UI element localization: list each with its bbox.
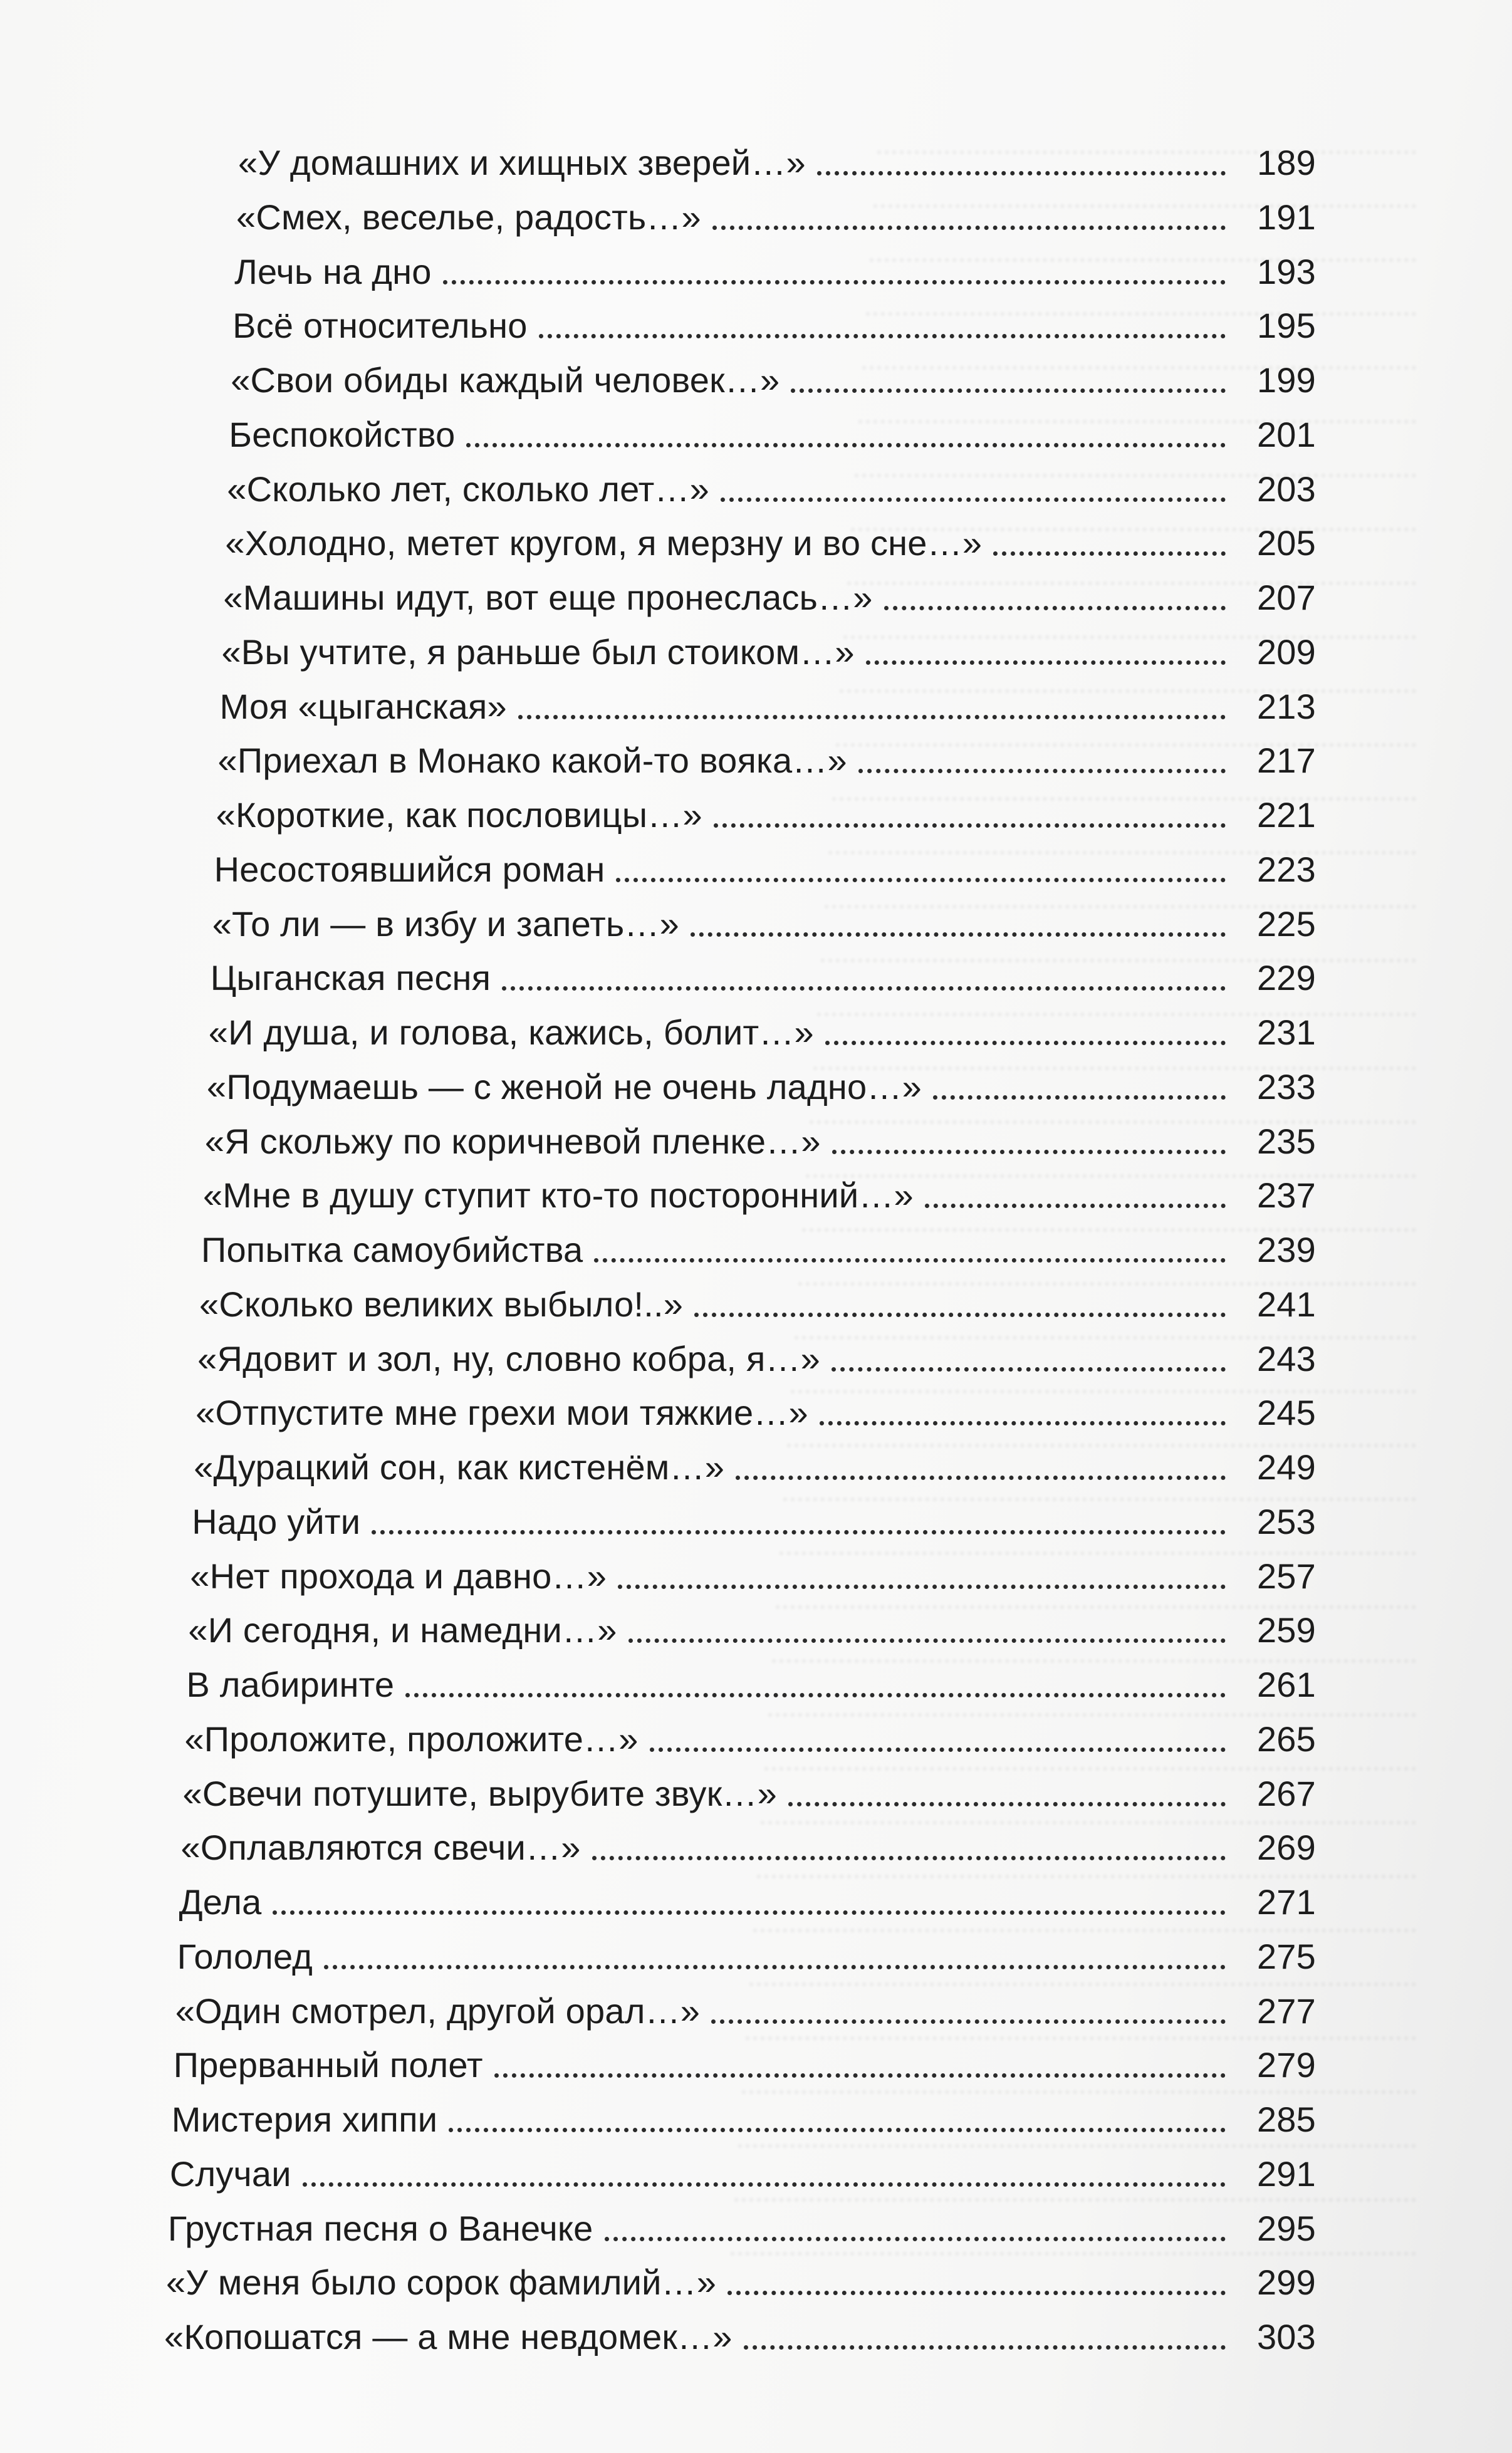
toc-entry <box>212 892 1316 944</box>
toc-entry-title: В лабиринте <box>186 1665 395 1704</box>
toc-entry-page-number: 299 <box>1256 2263 1316 2303</box>
toc-entry-page-number: 221 <box>1256 795 1316 835</box>
toc-entry <box>192 1489 1316 1542</box>
toc-entry-title: Беспокойство <box>229 414 456 454</box>
toc-entry-page-number: 285 <box>1256 2100 1316 2139</box>
toc-entry-title: Случаи <box>169 2154 291 2194</box>
toc-entry-title: «Холодно, метет кругом, я мерзну и во сне…» <box>225 523 983 563</box>
dot-leader <box>714 823 1226 828</box>
toc-entry-title: Прерванный полет <box>173 2045 483 2085</box>
toc-entry <box>221 620 1316 672</box>
toc-entry <box>216 783 1316 835</box>
dot-leader <box>616 877 1226 882</box>
toc-entry <box>183 1761 1316 1814</box>
toc-entry-title: «И сегодня, и намедни…» <box>188 1610 617 1650</box>
dot-leader <box>817 170 1226 175</box>
dot-leader <box>650 1747 1226 1752</box>
toc-entry-page-number: 269 <box>1256 1828 1316 1868</box>
toc-entry <box>172 2087 1316 2140</box>
toc-entry <box>166 2250 1316 2303</box>
toc-entry-title: «Мне в душу ступит кто-то посторонний…» <box>202 1175 914 1216</box>
toc-entry <box>238 130 1316 183</box>
dot-leader <box>712 225 1226 230</box>
dot-leader <box>744 2345 1226 2350</box>
toc-entry <box>175 1979 1316 2031</box>
toc-entry <box>199 1272 1316 1325</box>
dot-leader <box>933 1095 1226 1100</box>
toc-entry-page-number: 291 <box>1256 2154 1316 2194</box>
toc-entry <box>209 1000 1316 1053</box>
toc-entry-title: «То ли — в избу и запеть…» <box>212 904 679 944</box>
toc-entry <box>201 1217 1316 1270</box>
toc-entry-title: Гололед <box>177 1936 313 1976</box>
toc-entry-page-number: 279 <box>1256 2045 1316 2085</box>
dot-leader <box>592 1855 1226 1860</box>
dot-leader <box>372 1529 1226 1534</box>
toc-entry-page-number: 201 <box>1256 414 1316 454</box>
dot-leader <box>711 2019 1226 2024</box>
toc-entry-page-number: 189 <box>1256 143 1316 182</box>
dot-leader <box>736 1475 1226 1480</box>
toc-entry <box>211 945 1316 998</box>
toc-entry-page-number: 249 <box>1256 1447 1316 1487</box>
dot-leader <box>832 1367 1226 1372</box>
dot-leader <box>303 2182 1226 2187</box>
dot-leader <box>466 442 1226 447</box>
dot-leader <box>694 1312 1226 1317</box>
toc-entry <box>234 239 1316 292</box>
toc-entry <box>188 1598 1316 1650</box>
toc-entry-page-number: 261 <box>1256 1665 1316 1704</box>
toc-entry-title: «Отпустите мне грехи мои тяжкие…» <box>196 1393 808 1433</box>
toc-entry-title: Мистерия хиппи <box>171 2100 438 2139</box>
dot-leader <box>443 279 1226 284</box>
toc-entry-page-number: 217 <box>1256 741 1316 781</box>
dot-leader <box>273 1910 1226 1915</box>
toc-entry-title: «У домашних и хищных зверей…» <box>238 143 806 182</box>
toc-entry-page-number: 231 <box>1256 1013 1316 1052</box>
dot-leader <box>858 768 1226 773</box>
dot-leader <box>405 1692 1226 1697</box>
dot-leader <box>628 1638 1226 1643</box>
toc-entry-title: Надо уйти <box>192 1501 361 1541</box>
toc-entry <box>227 457 1316 509</box>
toc-entry-page-number: 191 <box>1256 197 1316 237</box>
toc-entry <box>184 1707 1316 1759</box>
toc-entry-page-number: 265 <box>1256 1719 1316 1759</box>
toc-entry <box>181 1815 1316 1868</box>
dot-leader <box>518 714 1226 719</box>
toc-entry-title: «Один смотрел, другой орал…» <box>175 1991 701 2031</box>
toc-entry-title: «Оплавляются свечи…» <box>180 1828 581 1868</box>
toc-entry-title: «Нет прохода и давно…» <box>190 1556 607 1596</box>
dot-leader <box>618 1584 1226 1589</box>
toc-entry-page-number: 243 <box>1256 1338 1316 1378</box>
toc-entry <box>174 2033 1316 2085</box>
toc-entry-page-number: 213 <box>1256 686 1316 726</box>
dot-leader <box>449 2127 1226 2132</box>
toc-entry-page-number: 303 <box>1256 2317 1316 2357</box>
toc-entry-title: «Копошатся — а мне невдомек…» <box>164 2317 733 2357</box>
toc-entry-title: «Сколько великих выбыло!..» <box>199 1284 684 1324</box>
dot-leader <box>866 660 1226 665</box>
toc-entry-title: Попытка самоубийства <box>201 1230 583 1269</box>
toc-entry-page-number: 241 <box>1256 1284 1316 1324</box>
toc-entry-title: «Короткие, как пословицы…» <box>216 795 702 835</box>
toc-entry <box>207 1055 1316 1107</box>
dot-leader <box>825 1040 1226 1045</box>
toc-entry-title: «Машины идут, вот еще пронеслась…» <box>223 578 873 617</box>
toc-entry-title: «Ядовит и зол, ну, словно кобра, я…» <box>197 1338 821 1378</box>
toc-entry-page-number: 205 <box>1256 523 1316 563</box>
dot-leader <box>539 333 1226 338</box>
dot-leader <box>832 1149 1226 1154</box>
dot-leader <box>324 1964 1226 1969</box>
toc-entry-page-number: 225 <box>1256 904 1316 944</box>
toc-entry-page-number: 245 <box>1256 1393 1316 1433</box>
dot-leader <box>993 551 1226 556</box>
toc-entry-page-number: 235 <box>1256 1121 1316 1161</box>
toc-entry <box>232 293 1316 346</box>
toc-entry-title: «Вы учтите, я раньше был стоиком…» <box>221 632 855 672</box>
dot-leader <box>727 2290 1226 2295</box>
toc-entry-page-number: 209 <box>1256 632 1316 672</box>
toc-entry <box>170 2142 1316 2194</box>
toc-entry <box>168 2196 1316 2249</box>
toc-entry-title: «Свои обиды каждый человек…» <box>231 360 780 400</box>
toc-entry <box>236 185 1316 237</box>
toc-entry-title: Грустная песня о Ванечке <box>167 2208 593 2248</box>
toc-entry-page-number: 237 <box>1256 1175 1316 1216</box>
toc-entry-page-number: 239 <box>1256 1230 1316 1269</box>
toc-entry-title: Моя «цыганская» <box>219 686 507 726</box>
toc-entry-page-number: 233 <box>1256 1066 1316 1107</box>
toc-entry-title: «И душа, и голова, кажись, болит…» <box>208 1013 814 1052</box>
toc-entry-title: Всё относительно <box>232 306 528 346</box>
dot-leader <box>605 2236 1226 2241</box>
toc-entry-title: Несостоявшийся роман <box>214 849 605 889</box>
dot-leader <box>820 1420 1226 1425</box>
dot-leader <box>494 2073 1226 2078</box>
dot-leader <box>502 986 1226 991</box>
toc-entry-page-number: 193 <box>1256 251 1316 291</box>
toc-entry <box>177 1924 1316 1977</box>
toc-entry-title: «Дурацкий сон, как кистенём…» <box>194 1447 725 1487</box>
toc-entry <box>229 402 1316 455</box>
toc-entry-page-number: 223 <box>1256 849 1316 889</box>
dot-leader <box>788 1801 1226 1806</box>
toc-entry-title: «Приехал в Монако какой-то вояка…» <box>217 741 847 781</box>
toc-entry-title: Лечь на дно <box>234 251 432 291</box>
toc-entry-title: Цыганская песня <box>210 958 491 998</box>
toc-entry-title: «Сколько лет, сколько лет…» <box>227 469 710 509</box>
toc-entry <box>205 1109 1316 1162</box>
toc-entry-title: «Подумаешь — с женой не очень ладно…» <box>206 1066 922 1107</box>
toc-entry <box>225 511 1316 563</box>
toc-entry <box>220 674 1316 727</box>
toc-entry <box>164 2305 1316 2357</box>
toc-entry <box>203 1163 1316 1216</box>
toc-entry-page-number: 271 <box>1256 1882 1316 1922</box>
toc-entry-page-number: 275 <box>1256 1936 1316 1976</box>
toc-entry <box>214 837 1316 890</box>
toc-entry <box>218 728 1316 781</box>
dot-leader <box>791 388 1226 393</box>
toc-entry-title: «Я скольжу по коричневой пленке…» <box>204 1121 821 1161</box>
toc-entry-page-number: 267 <box>1256 1773 1316 1813</box>
toc-entry-page-number: 257 <box>1256 1556 1316 1596</box>
toc-entry <box>197 1326 1316 1379</box>
toc-entry <box>186 1652 1316 1705</box>
toc-entry-page-number: 229 <box>1256 958 1316 998</box>
dot-leader <box>925 1203 1226 1208</box>
toc-entry <box>194 1435 1316 1487</box>
toc-entry <box>231 348 1316 400</box>
toc-entry-page-number: 195 <box>1256 306 1316 346</box>
toc-entry-title: «Проложите, проложите…» <box>184 1719 639 1759</box>
toc-entry-page-number: 199 <box>1256 360 1316 400</box>
dot-leader <box>594 1258 1226 1263</box>
toc-entry-page-number: 295 <box>1256 2208 1316 2248</box>
toc-entry <box>196 1380 1316 1433</box>
toc-entry-title: «У меня было сорок фамилий…» <box>165 2263 717 2303</box>
dot-leader <box>884 605 1226 610</box>
dot-leader <box>691 932 1226 937</box>
toc-entry-page-number: 207 <box>1256 578 1316 617</box>
toc-entry-page-number: 277 <box>1256 1991 1316 2031</box>
toc-entry-title: «Смех, веселье, радость…» <box>236 197 701 237</box>
toc-entry-title: Дела <box>179 1882 262 1922</box>
toc-entry <box>190 1544 1316 1596</box>
toc-entry-page-number: 203 <box>1256 469 1316 509</box>
dot-leader <box>721 497 1226 502</box>
toc-entry-page-number: 259 <box>1256 1610 1316 1650</box>
toc-entry-page-number: 253 <box>1256 1501 1316 1541</box>
toc-entry <box>223 565 1316 618</box>
toc-entry <box>179 1870 1316 1922</box>
toc-entry-title: «Свечи потушите, вырубите звук…» <box>182 1773 777 1813</box>
